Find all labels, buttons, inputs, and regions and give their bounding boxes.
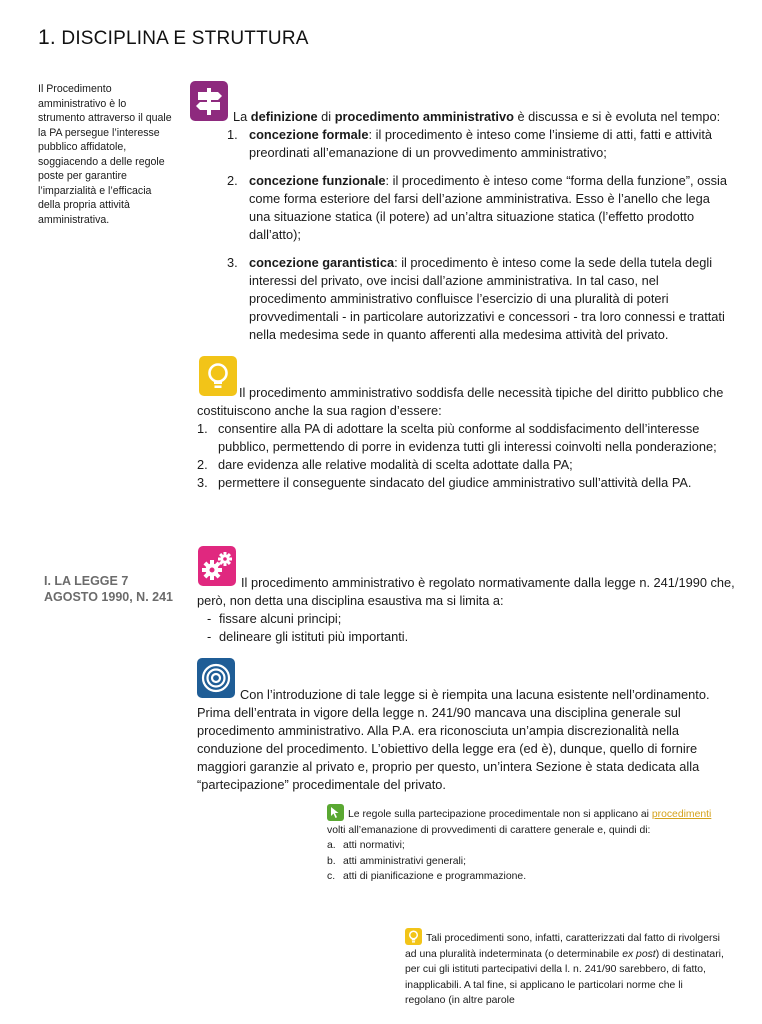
list-item <box>205 126 733 162</box>
list-item <box>205 172 733 244</box>
list-item <box>327 838 727 854</box>
block3-list <box>197 610 737 646</box>
block1-intro-c: di <box>317 109 335 124</box>
list-text: atti amministrativi generali; <box>343 855 466 867</box>
list-number: 3. <box>197 475 208 490</box>
note1-text-b: volti all’emanazione di provvedimenti di carattere generale e, quindi di: <box>327 824 651 836</box>
list-letter: c. <box>327 871 336 882</box>
block1-list <box>205 126 733 344</box>
block1-intro-d: è discussa e si è evoluta nel tempo: <box>513 109 721 124</box>
block1-term-procedimento: procedimento amministrativo <box>334 109 514 124</box>
sidebar-note: Il Procedimento amministrativo è lo strumento attraverso il quale la PA persegue l’interesse pubblico affidatole, soggiacendo a delle regole poste per garantire l’imparzialità e l’efficacia della propria attività amministrativa. <box>38 83 172 226</box>
note2-italic: ex post <box>622 948 656 960</box>
list-letter: a. <box>327 840 336 851</box>
list-item <box>197 610 737 628</box>
note1 <box>327 804 727 885</box>
list-number: 2. <box>227 173 238 188</box>
section-heading: I. LA LEGGE 7 AGOSTO 1990, N. 241 <box>44 574 173 604</box>
list-item <box>197 420 737 456</box>
note2-paragraph <box>405 928 725 1009</box>
list-text: dare evidenza alle relative modalità di scelta adottate dalla PA; <box>218 457 573 472</box>
lightbulb-icon <box>405 928 422 945</box>
block4-text <box>197 686 737 794</box>
block1-intro-a: La <box>233 109 251 124</box>
list-term: concezione funzionale <box>249 173 386 188</box>
list-bullet: - <box>207 629 212 644</box>
list-item <box>197 474 737 492</box>
procedimenti-link[interactable]: procedimenti <box>651 809 712 820</box>
list-text: : il procedimento è inteso come “forma della funzione”, ossia come forma esteriore del farsi dell’azione amministrativa. Esso è l’anello che lega una situazione statica (il potere) ad un’altra situazione statica (l’effetto prodotto dall’atto); <box>249 173 727 242</box>
note1-list <box>327 838 727 885</box>
note2-text-b: ) di destinatari, per cui gli istituti partecipativi della l. n. 241/90 sarebbero, di fatto, inapplicabili. A tal fine, si applicano le particolari norme che li regolano (in altre parole <box>405 948 724 1006</box>
list-item <box>327 854 727 870</box>
block1-intro <box>233 108 733 126</box>
list-term: concezione garantistica <box>249 255 395 270</box>
block3-text <box>197 574 737 646</box>
list-letter: b. <box>327 855 336 867</box>
list-text: permettere il conseguente sindacato del giudice amministrativo sull’attività della PA. <box>218 475 692 490</box>
list-item <box>327 869 727 885</box>
list-number: 1. <box>197 421 208 436</box>
list-text: fissare alcuni principi; <box>219 611 342 626</box>
note2-text-a: Tali procedimenti sono, infatti, caratterizzati dal fatto di rivolgersi ad una pluralità indeterminata (o determinabile <box>405 933 720 960</box>
list-text: atti di pianificazione e programmazione. <box>343 871 527 882</box>
note2 <box>405 928 725 1009</box>
list-number: 2. <box>197 457 208 472</box>
list-number: 3. <box>227 255 238 270</box>
list-bullet: - <box>207 611 212 626</box>
list-text: : il procedimento è inteso come l’insieme di atti, fatti e attività preordinati all’emanazione di un provvedimento amministrativo; <box>249 127 713 160</box>
list-item <box>205 254 733 344</box>
list-text: atti normativi; <box>343 840 405 851</box>
note1-paragraph <box>327 804 727 838</box>
page-title <box>38 26 309 50</box>
signpost-icon <box>190 81 228 121</box>
block2-text <box>197 384 737 492</box>
block2-intro: Il procedimento amministrativo soddisfa delle necessità tipiche del diritto pubblico che costituiscono anche la sua ragion d’essere: <box>197 385 724 418</box>
pointer-icon <box>327 804 344 821</box>
list-text: consentire alla PA di adottare la scelta più conforme al soddisfacimento dell’interesse pubblico, permettendo di porre in evidenza tutti gli interessi coinvolti nella ponderazione; <box>218 421 717 454</box>
list-item <box>197 456 737 474</box>
list-text: delineare gli istituti più importanti. <box>219 629 409 644</box>
block2-list <box>197 420 737 492</box>
block4-paragraph: Con l’introduzione di tale legge si è riempita una lacuna esistente nell’ordinamento. Prima dell’entrata in vigore della legge n. 241/90 mancava una disciplina generale sul procedimento amministrativo. Alla P.A. era riconosciuta un’ampia discrezionalità nella conduzione del procedimento. L’obiettivo della legge era (ed è), dunque, quello di fornire maggiori garanzie al privato e, proprio per questo, un’intera Sezione è stata dedicata alla “partecipazione” procedimentale del privato. <box>197 687 710 792</box>
note1-text-a: Le regole sulla partecipazione procedimentale non si applicano ai <box>348 809 652 820</box>
list-text: : il procedimento è inteso come la sede della tutela degli interessi del privato, ove incisi dall’azione amministrativa. In tal caso, nel procedimento amministrativo confluisce l’esercizio di una pluralità di poteri provvedimentali - in particolare autorizzativi e concessori - tra loro connessi e trattati nella medesima sede in quanto afferenti alla medesima attività del privato. <box>249 255 725 342</box>
chapter-title: DISCIPLINA E STRUTTURA <box>61 28 309 49</box>
block1-term-definizione: definizione <box>250 109 318 124</box>
list-term: concezione formale <box>249 127 369 142</box>
list-item <box>197 628 737 646</box>
list-number: 1. <box>227 127 238 142</box>
block3-intro: Il procedimento amministrativo è regolato normativamente dalla legge n. 241/1990 che, però, non detta una disciplina esaustiva ma si limita a: <box>197 575 735 608</box>
chapter-number: 1. <box>38 26 56 49</box>
